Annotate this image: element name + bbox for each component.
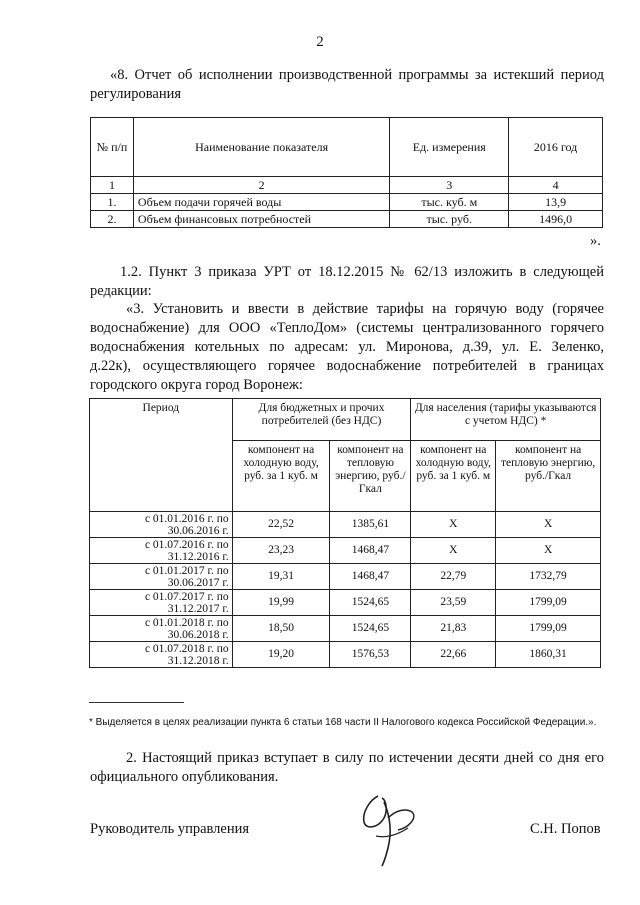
period-end: 30.06.2018 г.: [167, 628, 229, 641]
value-cell: 1468,47: [330, 564, 411, 590]
section8-closing: ».: [590, 233, 601, 249]
table-row: [90, 564, 601, 590]
row-indicator: Объем финансовых потребностей: [133, 211, 389, 228]
table-header-row: [91, 118, 603, 177]
table-row: [90, 512, 601, 538]
table-row: [90, 538, 601, 564]
value-cell: 1468,47: [330, 538, 411, 564]
value-cell: 19,20: [232, 642, 330, 668]
table-row: [91, 211, 603, 228]
row-unit: тыс. куб. м: [390, 194, 509, 211]
row-number: 2.: [91, 211, 134, 228]
row-value: 1496,0: [509, 211, 603, 228]
table-index-row: [91, 177, 603, 194]
period-start: с 01.07.2017 г. по: [144, 590, 229, 603]
value-cell: 1799,09: [496, 616, 601, 642]
index-cell: 1: [91, 177, 134, 194]
value-cell: 1524,65: [330, 616, 411, 642]
period-cell: [90, 512, 233, 538]
table-row: [90, 616, 601, 642]
value-cell: 22,66: [411, 642, 496, 668]
value-cell: X: [411, 538, 496, 564]
value-cell: 21,83: [411, 616, 496, 642]
quote-line4: д.22к), осуществляющего горячее водоснабжение потребителей в границах: [90, 358, 604, 374]
value-cell: 19,99: [232, 590, 330, 616]
signatory-position: Руководитель управления: [90, 821, 250, 837]
index-cell: 4: [509, 177, 603, 194]
period-start: с 01.01.2016 г. по: [144, 512, 229, 525]
value-cell: 1799,09: [496, 590, 601, 616]
section8-heading-line2: регулирования: [90, 86, 182, 102]
period-end: 31.12.2016 г.: [167, 550, 229, 563]
item12-line1: 1.2. Пункт 3 приказа УРТ от 18.12.2015 № 62/13 изложить в следующей: [120, 264, 604, 280]
section8-heading-line1: «8. Отчет об исполнении производственной программы за истекший период: [110, 67, 604, 83]
value-cell: 18,50: [232, 616, 330, 642]
value-cell: 1860,31: [496, 642, 601, 668]
row-unit: тыс. руб.: [390, 211, 509, 228]
quote-line5: городского округа город Воронеж:: [90, 377, 303, 393]
production-program-table: [90, 117, 603, 228]
header-period: Период: [90, 399, 233, 512]
row-indicator: Объем подачи горячей воды: [133, 194, 389, 211]
quote-line1: «3. Установить и ввести в действие тарифы на горячую воду (горячее: [126, 301, 604, 317]
handwritten-signature: [348, 788, 426, 868]
period-end: 30.06.2016 г.: [167, 524, 229, 537]
subheader-cold-water-budget: компонент на холодную воду, руб. за 1 куб. м: [232, 441, 330, 512]
table-row: [90, 590, 601, 616]
period-cell: [90, 538, 233, 564]
footnote: * Выделяется в целях реализации пункта 6 статьи 168 части II Налогового кодекса Российской Федерации.».: [89, 717, 597, 728]
tariff-table: [89, 398, 601, 668]
signatory-name: С.Н. Попов: [530, 821, 601, 837]
period-start: с 01.07.2018 г. по: [144, 642, 229, 655]
subheader-heat-energy-budget: компонент на тепловую энергию, руб./Гкал: [330, 441, 411, 512]
value-cell: 1385,61: [330, 512, 411, 538]
header-indicator: Наименование показателя: [133, 118, 389, 177]
period-cell: [90, 616, 233, 642]
period-end: 30.06.2017 г.: [167, 576, 229, 589]
index-cell: 3: [390, 177, 509, 194]
value-cell: 19,31: [232, 564, 330, 590]
item2-line1: 2. Настоящий приказ вступает в силу по истечении десяти дней со дня его: [126, 750, 604, 766]
quote-line2: водоснабжение) для ООО «ТеплоДом» (системы централизованного горячего: [90, 320, 604, 336]
value-cell: 22,79: [411, 564, 496, 590]
index-cell: 2: [133, 177, 389, 194]
period-start: с 01.01.2018 г. по: [144, 616, 229, 629]
row-number: 1.: [91, 194, 134, 211]
value-cell: X: [496, 512, 601, 538]
value-cell: X: [411, 512, 496, 538]
value-cell: 1576,53: [330, 642, 411, 668]
footnote-divider: [89, 702, 184, 703]
header-budget-consumers: Для бюджетных и прочих потребителей (без НДС): [232, 399, 411, 441]
row-value: 13,9: [509, 194, 603, 211]
item12-line2: редакции:: [90, 283, 152, 299]
value-cell: 23,59: [411, 590, 496, 616]
period-start: с 01.07.2016 г. по: [144, 538, 229, 551]
value-cell: X: [496, 538, 601, 564]
value-cell: 1524,65: [330, 590, 411, 616]
tariff-header-row: [90, 399, 601, 441]
header-number: № п/п: [91, 118, 134, 177]
value-cell: 22,52: [232, 512, 330, 538]
period-end: 31.12.2018 г.: [167, 654, 229, 667]
value-cell: 23,23: [232, 538, 330, 564]
item2-line2: официального опубликования.: [90, 769, 279, 785]
table-row: [90, 642, 601, 668]
page-number: 2: [316, 34, 324, 50]
period-cell: [90, 564, 233, 590]
header-population: Для населения (тарифы указываются с учетом НДС) *: [411, 399, 601, 441]
period-cell: [90, 642, 233, 668]
value-cell: 1732,79: [496, 564, 601, 590]
period-cell: [90, 590, 233, 616]
subheader-cold-water-population: компонент на холодную воду, руб. за 1 куб. м: [411, 441, 496, 512]
table-row: [91, 194, 603, 211]
period-start: с 01.01.2017 г. по: [144, 564, 229, 577]
header-year: 2016 год: [509, 118, 603, 177]
header-unit: Ед. измерения: [390, 118, 509, 177]
period-end: 31.12.2017 г.: [167, 602, 229, 615]
subheader-heat-energy-population: компонент на тепловую энергию, руб./Гкал: [496, 441, 601, 512]
quote-line3: водоснабжения котельных по адресам: ул. Миронова, д.39, ул. Е. Зеленко,: [90, 339, 604, 355]
